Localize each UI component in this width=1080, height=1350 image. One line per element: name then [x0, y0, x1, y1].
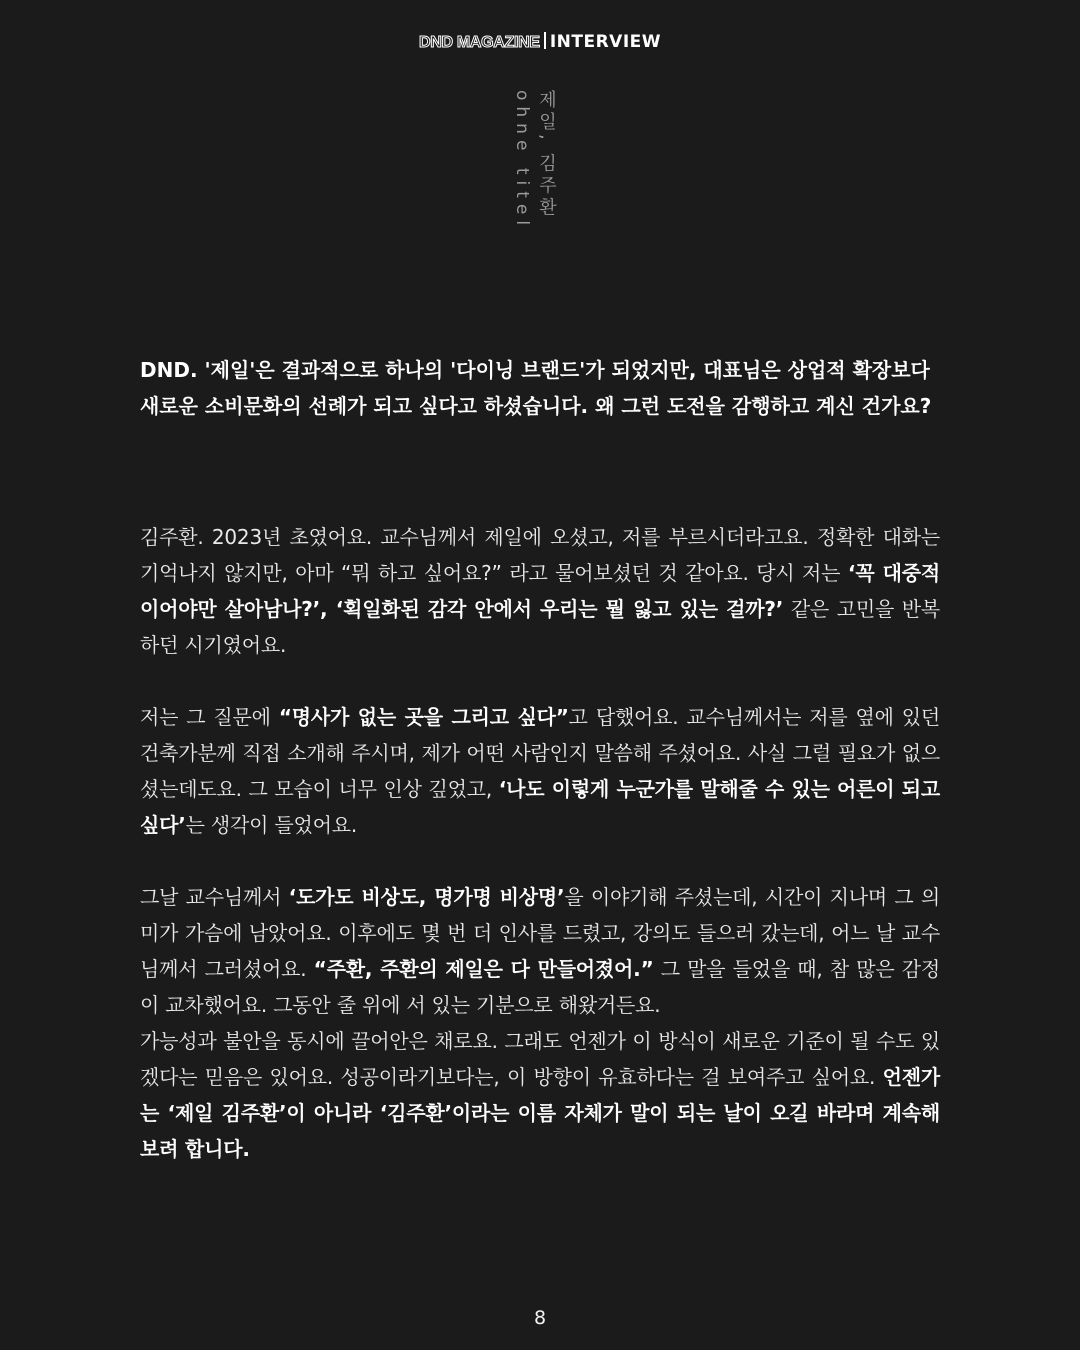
- vertical-title-line2: ohne titel: [512, 90, 532, 232]
- answer-emphasis: ‘나도 이렇게 누군가를 말해줄 수 있는 어른이 되고 싶다’: [140, 777, 941, 837]
- answer-paragraph-2: [140, 699, 940, 843]
- answer-emphasis: ‘꼭 대중적이어야만 살아남나?’, ‘획일화된 감각 안에서 우리는 뭘 잃고 있는 걸까?’: [140, 561, 941, 621]
- page-number: 8: [533, 1307, 547, 1329]
- answer-text: 가능성과 불안을 동시에 끌어안은 채로요. 그래도 언젠가 이 방식이 새로운 기준이 될 수도 있겠다는 믿음은 있어요. 성공이라기보다는, 이 방향이 유효하다는 걸 보여주고 싶어요.: [140, 1029, 940, 1089]
- header-divider: [544, 32, 546, 49]
- answer-text: 고 답했어요. 교수님께서는 저를 옆에 있던 건축가분께 직접 소개해 주시며, 제가 어떤 사람인지 말씀해 주셨어요. 사실 그럴 필요가 없으셨는데도요. 그 모습이 너무 인상 깊었고,: [140, 705, 940, 801]
- answer-paragraph-1: [140, 519, 940, 663]
- answer-text: 김주환. 2023년 초였어요. 교수님께서 제일에 오셨고, 저를 부르시더라고요. 정확한 대화는 기억나지 않지만, 아마 “뭐 하고 싶어요?” 라고 물어보셨던 것 같아요. 당시 저는: [140, 525, 940, 585]
- interview-article: [140, 352, 940, 1167]
- answer-emphasis: 언젠가는 ‘제일 김주환’이 아니라 ‘김주환’이라는 이름 자체가 말이 되는 날이 오길 바라며 계속해 보려 합니다.: [140, 1065, 940, 1161]
- answer-text: 같은 고민을 반복하던 시기였어요.: [140, 597, 940, 657]
- answer-text: 을 이야기해 주셨는데, 시간이 지나며 그 의미가 가슴에 남았어요. 이후에도 몇 번 더 인사를 드렸고, 강의도 들으러 갔는데, 어느 날 교수님께서 그러셨어요.: [140, 885, 941, 981]
- answer-text: 그 말을 들었을 때, 참 많은 감정이 교차했어요. 그동안 줄 위에 서 있는 기분으로 해왔거든요.: [140, 957, 940, 1017]
- answer-text: 그날 교수님께서: [140, 885, 289, 909]
- interview-question: DND. '제일'은 결과적으로 하나의 '다이닝 브랜드'가 되었지만, 대표님은 상업적 확장보다 새로운 소비문화의 선례가 되고 싶다고 하셨습니다. 왜 그런 도전을 감행하고 계신 건가요?: [140, 358, 932, 418]
- answer-emphasis: “명사가 없는 곳을 그리고 싶다”: [278, 705, 569, 729]
- answer-paragraph-3: [140, 879, 940, 1167]
- answer-emphasis: “주환, 주환의 제일은 다 만들어졌어.”: [313, 957, 654, 981]
- magazine-header: [0, 32, 1080, 52]
- vertical-title: [510, 90, 558, 260]
- answer-emphasis: ‘도가도 비상도, 명가명 비상명’: [288, 885, 565, 909]
- section-label: INTERVIEW: [549, 32, 662, 52]
- vertical-title-line1: 제일, 김주환: [536, 90, 557, 220]
- answer-text: 는 생각이 들었어요.: [185, 813, 358, 837]
- magazine-brand: DND MAGAZINE: [418, 34, 540, 51]
- answer-text: 저는 그 질문에: [140, 705, 279, 729]
